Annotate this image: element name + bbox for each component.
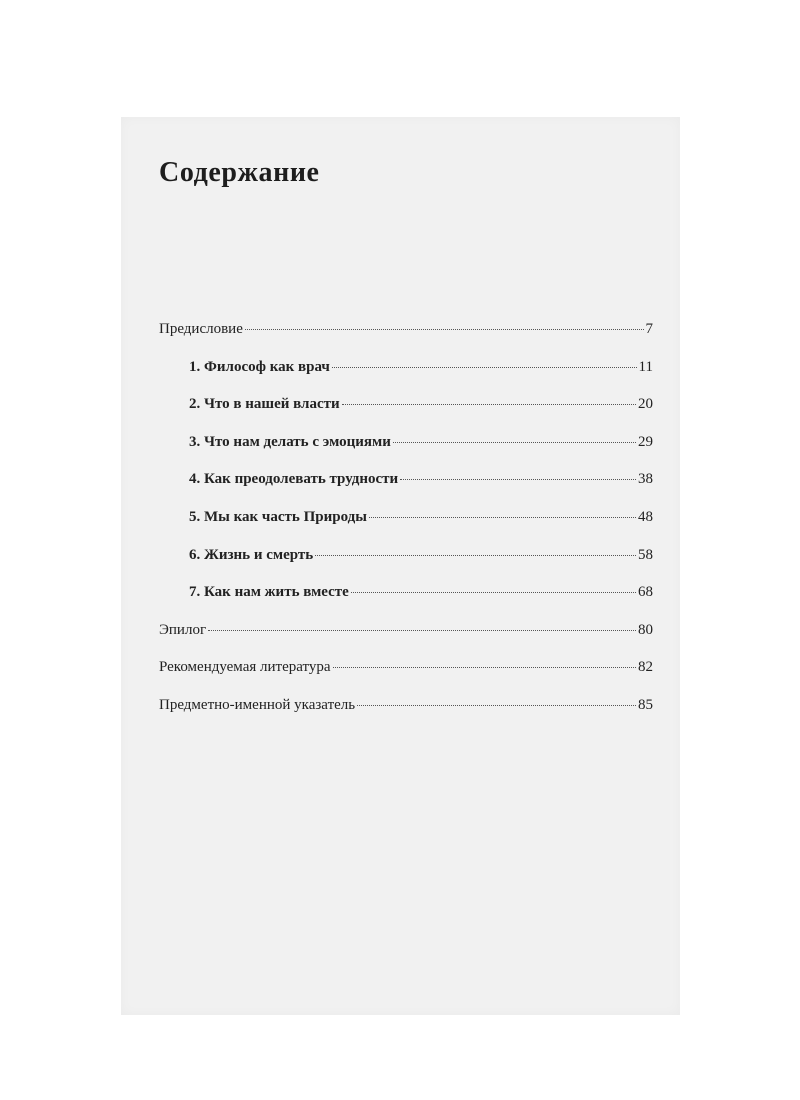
toc-entry-title: 5. Мы как часть Природы <box>189 508 367 525</box>
toc-entry-title: 3. Что нам делать с эмоциями <box>189 433 391 450</box>
toc-entry-recommended-reading[interactable] <box>159 659 653 697</box>
table-of-contents <box>159 321 653 735</box>
toc-entry-page: 48 <box>638 508 653 525</box>
toc-entry-chapter-4[interactable] <box>159 471 653 509</box>
toc-entry-chapter-3[interactable] <box>159 434 653 472</box>
dot-leader <box>333 667 636 668</box>
dot-leader <box>351 592 636 593</box>
toc-entry-page: 82 <box>638 659 653 676</box>
toc-entry-page: 80 <box>638 621 653 638</box>
toc-entry-page: 29 <box>638 433 653 450</box>
dot-leader <box>208 630 636 631</box>
dot-leader <box>342 404 636 405</box>
toc-entry-index[interactable] <box>159 697 653 735</box>
page-title: Содержание <box>159 157 320 188</box>
toc-entry-page: 11 <box>638 358 653 375</box>
book-page <box>121 117 680 1015</box>
toc-entry-preface[interactable] <box>159 321 653 359</box>
toc-entry-title: 6. Жизнь и смерть <box>189 546 314 563</box>
dot-leader <box>332 367 637 368</box>
toc-entry-epilogue[interactable] <box>159 622 653 660</box>
toc-entry-title: 2. Что в нашей власти <box>189 396 340 413</box>
toc-entry-chapter-6[interactable] <box>159 547 653 585</box>
dot-leader <box>393 442 636 443</box>
dot-leader <box>369 517 636 518</box>
toc-entry-page: 38 <box>638 471 653 488</box>
dot-leader <box>315 555 636 556</box>
toc-entry-title: Рекомендуемая литература <box>159 659 331 676</box>
toc-entry-title: Предисловие <box>159 321 243 337</box>
toc-entry-page: 7 <box>645 321 653 337</box>
dot-leader <box>357 705 636 706</box>
toc-entry-page: 20 <box>638 396 653 413</box>
dot-leader <box>245 329 644 330</box>
toc-entry-page: 85 <box>638 696 653 713</box>
toc-entry-title: 7. Как нам жить вместе <box>189 584 349 601</box>
toc-entry-title: 4. Как преодолевать трудности <box>189 471 399 488</box>
toc-entry-chapter-7[interactable] <box>159 584 653 622</box>
toc-entry-page: 68 <box>638 584 653 601</box>
toc-entry-title: Предметно-именной указатель <box>159 696 356 713</box>
dot-leader <box>400 479 636 480</box>
toc-entry-chapter-2[interactable] <box>159 396 653 434</box>
toc-entry-title: Эпилог <box>159 621 207 638</box>
toc-entry-title: 1. Философ как врач <box>189 358 330 375</box>
toc-entry-page: 58 <box>638 546 653 563</box>
toc-entry-chapter-5[interactable] <box>159 509 653 547</box>
toc-entry-chapter-1[interactable] <box>159 359 653 397</box>
